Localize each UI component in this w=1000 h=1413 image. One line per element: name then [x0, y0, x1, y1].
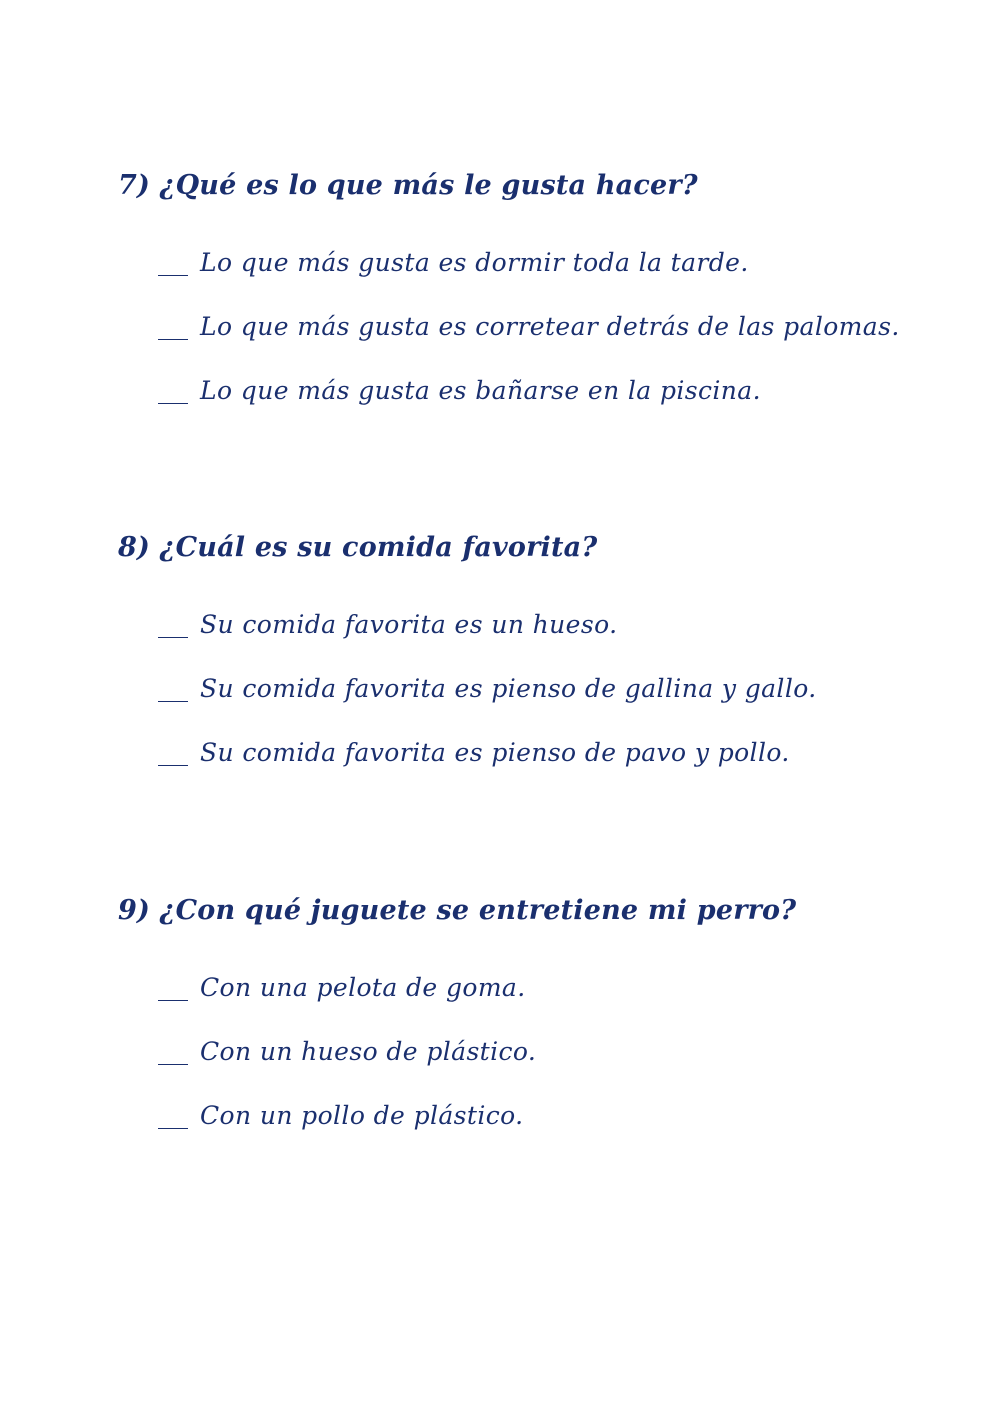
- answer-options: [158, 248, 900, 440]
- answer-option: [158, 1101, 536, 1165]
- answer-option: [158, 738, 817, 802]
- answer-blank[interactable]: [158, 610, 188, 638]
- answer-blank[interactable]: [158, 248, 188, 276]
- answer-blank[interactable]: [158, 1101, 188, 1129]
- answer-blank[interactable]: [158, 312, 188, 340]
- answer-text: Con una pelota de goma.: [200, 973, 526, 1002]
- answer-blank[interactable]: [158, 738, 188, 766]
- answer-text: Con un pollo de plástico.: [200, 1101, 524, 1130]
- answer-option: [158, 973, 536, 1037]
- answer-option: [158, 376, 900, 440]
- answer-text: Lo que más gusta es dormir toda la tarde.: [200, 248, 749, 277]
- answer-text: Lo que más gusta es bañarse en la piscina.: [200, 376, 761, 405]
- answer-options: [158, 610, 817, 802]
- question-7: [118, 168, 978, 405]
- answer-text: Su comida favorita es pienso de gallina y gallo.: [200, 674, 817, 703]
- question-title: 7) ¿Qué es lo que más le gusta hacer?: [118, 170, 698, 201]
- answer-option: [158, 1037, 536, 1101]
- answer-text: Su comida favorita es pienso de pavo y pollo.: [200, 738, 790, 767]
- answer-option: [158, 312, 900, 376]
- answer-text: Su comida favorita es un hueso.: [200, 610, 618, 639]
- answer-option: [158, 674, 817, 738]
- answer-text: Con un hueso de plástico.: [200, 1037, 537, 1066]
- answer-blank[interactable]: [158, 376, 188, 404]
- answer-option: [158, 248, 900, 312]
- answer-option: [158, 610, 817, 674]
- question-title: 9) ¿Con qué juguete se entretiene mi perro?: [118, 895, 797, 926]
- answer-blank[interactable]: [158, 1037, 188, 1065]
- question-9: [118, 893, 978, 1130]
- answer-text: Lo que más gusta es corretear detrás de las palomas.: [200, 312, 900, 341]
- question-8: [118, 530, 978, 767]
- answer-blank[interactable]: [158, 674, 188, 702]
- answer-blank[interactable]: [158, 973, 188, 1001]
- question-title: 8) ¿Cuál es su comida favorita?: [118, 532, 598, 563]
- answer-options: [158, 973, 536, 1165]
